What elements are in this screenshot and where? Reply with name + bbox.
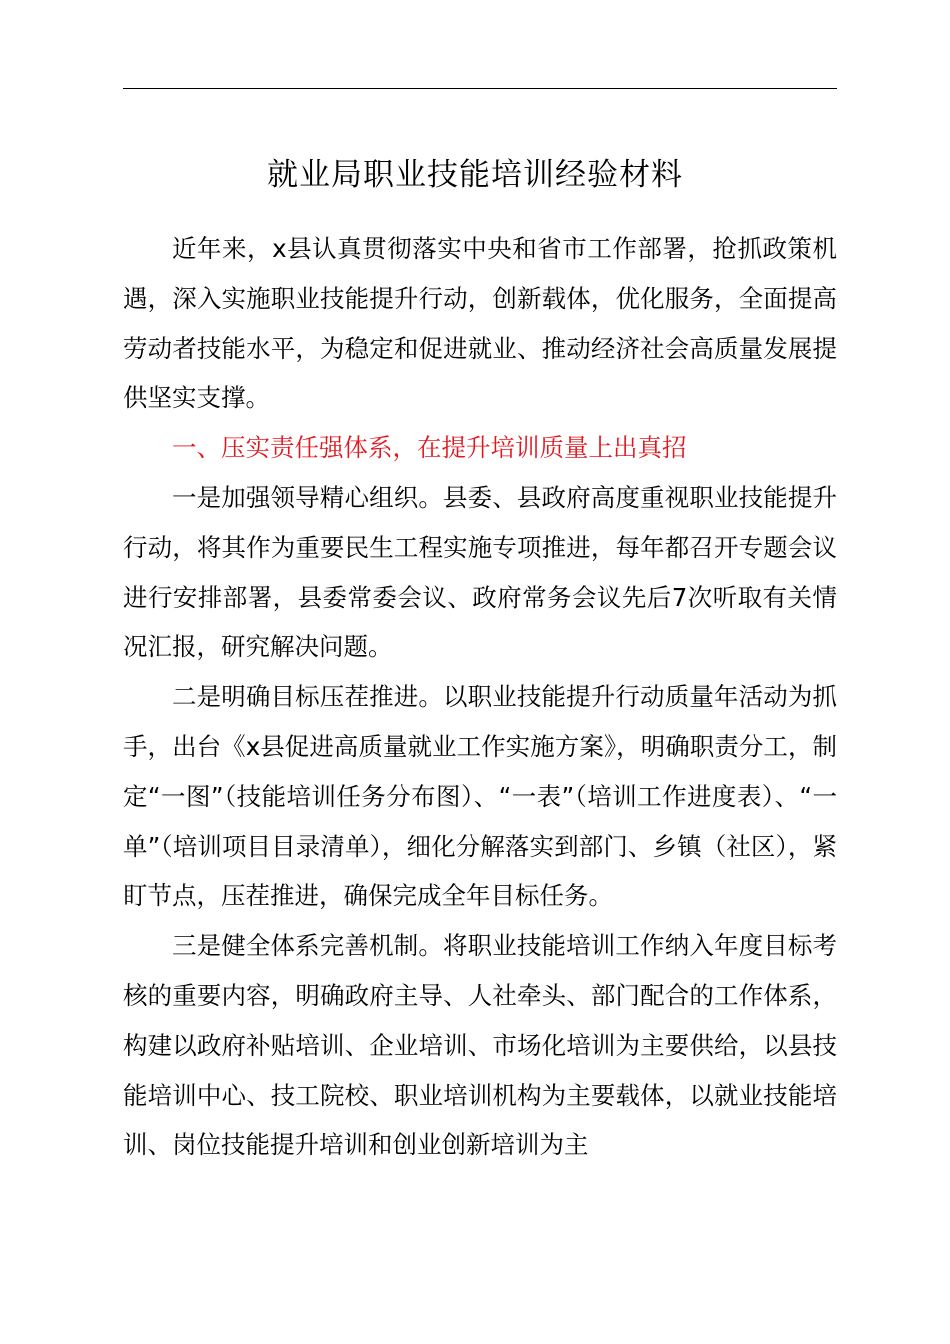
paragraph-targets: 二是明确目标压茬推进。以职业技能提升行动质量年活动为抓手，出台《x县促进高质量就业工作实施方案》，明确职责分工，制定“一图”（技能培训任务分布图）、“一表”（培训工作进度表）、“一单”（培训项目目录清单），细化分解落实到部门、乡镇（社区），紧盯节点，压茬推进，确保完成全年目标任务。 (123, 682, 837, 911)
paragraph-leadership: 一是加强领导精心组织。县委、县政府高度重视职业技能提升行动，将其作为重要民生工程实施专项推进，每年都召开专题会议进行安排部署，县委常委会议、政府常务会议先后7次听取有关情况汇报，研究解决问题。 (123, 482, 837, 662)
intro-paragraph: 近年来，x县认真贯彻落实中央和省市工作部署，抢抓政策机遇，深入实施职业技能提升行动，创新载体，优化服务，全面提高劳动者技能水平，为稳定和促进就业、推动经济社会高质量发展提供坚实支撑。 (123, 234, 837, 413)
section-heading-1: 一、压实责任强体系，在提升培训质量上出真招 (172, 433, 687, 463)
document-title: 就业局职业技能培训经验材料 (267, 157, 683, 193)
document-body (123, 224, 837, 1170)
header-rule (123, 88, 837, 89)
paragraph-system: 三是健全体系完善机制。将职业技能培训工作纳入年度目标考核的重要内容，明确政府主导、人社牵头、部门配合的工作体系，构建以政府补贴培训、企业培训、市场化培训为主要供给，以县技能培训中心、技工院校、职业培训机构为主要载体，以就业技能培训、岗位技能提升培训和创业创新培训为主 (123, 931, 837, 1160)
